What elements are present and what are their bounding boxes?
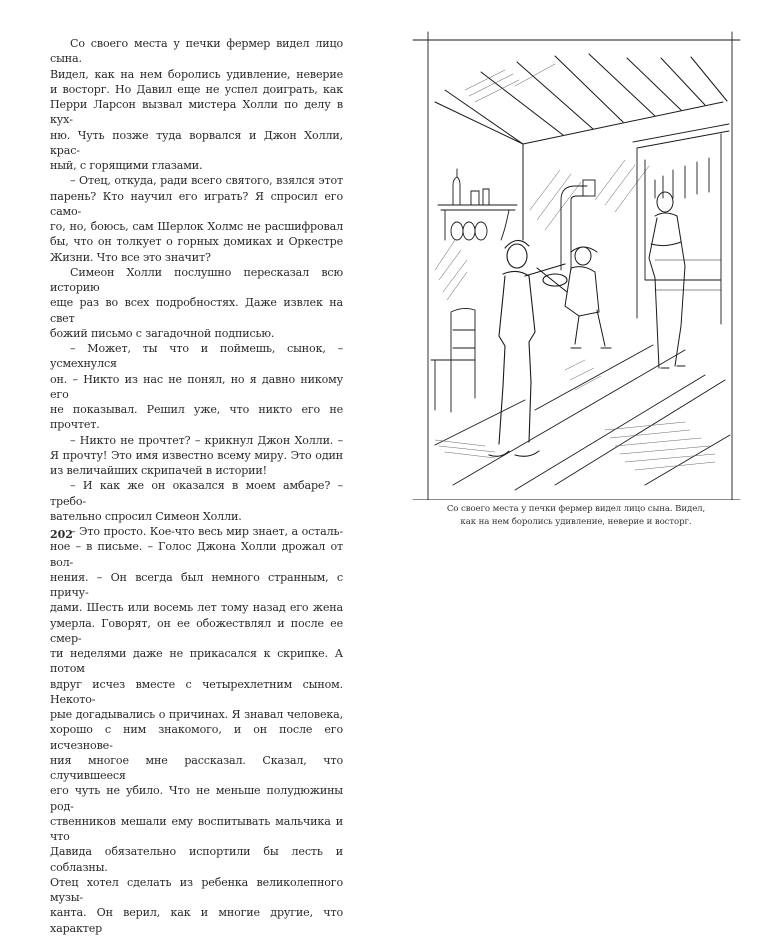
text-line: бы, что он толкует о горных домиках и Оркестре — [50, 235, 343, 249]
text-line: Отец хотел сделать из ребенка великолепного музы- — [50, 875, 343, 904]
page-number: 202 — [50, 528, 73, 541]
text-line: из величайших скрипачей в истории! — [50, 464, 267, 477]
text-line: вдруг исчез вместе с четырехлетним сыном. Некото- — [50, 677, 343, 706]
paragraph — [50, 341, 343, 433]
text-line: божий письмо с загадочной подписью. — [50, 326, 275, 340]
text-line: Со своего места у печки фермер видел лицо сына. — [50, 37, 343, 66]
text-line: умерла. Говорят, он ее обожествлял и после ее смер- — [50, 616, 343, 645]
ceiling-beams — [435, 54, 727, 240]
illustration — [405, 30, 745, 500]
text-line: и восторг. Но Давил еще не успел доиграть, как — [50, 82, 343, 96]
text-line: хорошо с ним знакомого, и он после его исчезнове- — [50, 723, 343, 752]
text-line: канта. Он верил, как и многие другие, что характер — [50, 906, 343, 935]
text-line: его чуть не убило. Что не меньше полудюжины род- — [50, 784, 343, 813]
paragraph — [50, 36, 343, 173]
text-line: ню. Чуть позже туда ворвался и Джон Холли, крас- — [50, 128, 343, 157]
text-line: ственников мешали ему воспитывать мальчика и что — [50, 814, 343, 843]
paragraph — [50, 433, 343, 479]
text-line: – Это просто. Кое-что весь мир знает, а осталь- — [70, 525, 343, 538]
caption-line: как на нем боролись удивление, неверие и восторг. — [460, 516, 692, 527]
boy-with-violin — [489, 240, 567, 456]
text-line: он. – Никто из нас не понял, но я давно никому его — [50, 372, 343, 401]
chair — [431, 308, 475, 412]
text-line: дами. Шесть или восемь лет тому назад его жена — [50, 601, 343, 615]
text-line: парень? Кто научил его играть? Я спросил его само- — [50, 189, 343, 218]
text-line: Давида обязательно испортили бы лесть и соблазны. — [50, 845, 343, 874]
text-line: – Никто не прочтет? – крикнул Джон Холли. – — [70, 433, 343, 447]
text-line: вательно спросил Симеон Холли. — [50, 509, 242, 523]
text-line: ти неделями даже не прикасался к скрипке. А потом — [50, 647, 343, 676]
text-line: Симеон Холли послушно пересказал всю историю — [50, 265, 343, 294]
text-line: го, но, боюсь, сам Шерлок Холмс не расшифровал — [50, 220, 343, 233]
seated-man — [565, 247, 611, 348]
text-line: рые догадывались о причинах. Я знавал человека, — [50, 708, 343, 721]
text-line: – И как же он оказался в моем амбаре? – требо- — [50, 479, 343, 508]
text-line: Я прочту! Это имя известно всему миру. Это один — [50, 448, 343, 462]
text-line: Перри Ларсон вызвал мистера Холли по делу в кух- — [50, 98, 343, 127]
stovepipe — [561, 180, 595, 270]
text-line: еще раз во всех подробностях. Даже извлек на свет — [50, 296, 343, 325]
text-line: нения. – Он всегда был немного странным, с причу- — [50, 570, 343, 599]
paragraph — [50, 524, 343, 936]
text-line: Жизни. Что все это значит? — [50, 250, 211, 264]
wall-hatching — [435, 64, 649, 300]
paragraph — [50, 478, 343, 524]
cupboard — [633, 124, 729, 324]
left-page-text — [50, 36, 343, 936]
illustration-caption — [428, 503, 724, 528]
paragraph — [50, 265, 343, 341]
floor-planks — [435, 345, 730, 490]
text-line: ный, с горящими глазами. — [50, 159, 203, 172]
text-line: – Отец, откуда, ради всего святого, взялся этот — [70, 174, 343, 188]
text-line: не показывал. Решил уже, что никто его не прочтет. — [50, 403, 343, 432]
shelf — [438, 169, 517, 240]
text-line: Видел, как на нем боролись удивление, неверие — [50, 67, 343, 81]
text-line: ное – в письме. – Голос Джона Холли дрожал от вол- — [50, 540, 343, 569]
paragraph — [50, 173, 343, 265]
caption-line: Со своего места у печки фермер видел лицо сына. Видел, — [446, 504, 706, 514]
text-line: – Может, ты что и поймешь, сынок, – усмехнулся — [50, 342, 343, 371]
text-line: ния многое мне рассказал. Сказал, что случившееся — [50, 753, 343, 782]
